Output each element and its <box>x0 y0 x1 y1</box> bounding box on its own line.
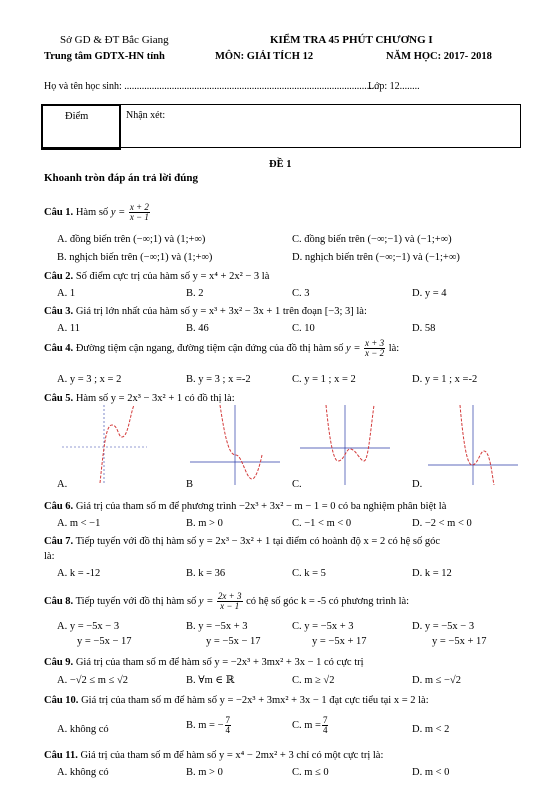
question-label: Câu 10. <box>44 695 79 706</box>
q9-option-b[interactable]: B. ∀m ∈ ℝ <box>186 675 235 686</box>
q8-option-b-line2: y = −5x − 17 <box>206 636 261 647</box>
question-text: Giá trị của tham số m để hàm số y = x⁴ − 2mx² + 3 chỉ có một cực trị là: <box>80 750 384 761</box>
q7-option-c[interactable]: C. k = 5 <box>292 568 326 579</box>
q4-option-b[interactable]: B. y = 3 ; x =-2 <box>186 374 251 385</box>
q5-option-b[interactable]: B <box>186 479 194 490</box>
q2-option-b[interactable]: B. 2 <box>186 288 204 299</box>
q1-option-b[interactable]: B. nghịch biến trên (−∞;1) và (1;+∞) <box>57 252 213 263</box>
graph-curve <box>326 405 374 461</box>
graph-option-d[interactable] <box>428 405 518 485</box>
question-label: Câu 9. <box>44 657 74 668</box>
q3-option-b[interactable]: B. 46 <box>186 323 209 334</box>
numerator: 7 <box>322 715 328 725</box>
q5-option-d[interactable]: D. <box>412 479 423 490</box>
question-label: Câu 6. <box>44 501 74 512</box>
q4-option-d[interactable]: D. y = 1 ; x =-2 <box>412 374 478 385</box>
question-text: Giá trị của tham số m để hàm số y = −2x³ + 3mx² + 3x − 1 có cực trị <box>75 657 364 668</box>
graph-option-b[interactable] <box>190 405 280 485</box>
question-label: Câu 7. <box>44 536 74 547</box>
question-7 <box>44 535 440 548</box>
option-text: B. m = − <box>186 719 224 731</box>
exam-subject: MÔN: GIẢI TÍCH 12 <box>215 51 314 62</box>
question-7-continued: là: <box>44 551 55 562</box>
student-name-field[interactable]: Họ và tên học sinh: ...................................................................................................... <box>44 81 380 92</box>
q9-option-a[interactable]: A. −√2 ≤ m ≤ √2 <box>57 675 128 686</box>
q6-option-b[interactable]: B. m > 0 <box>186 518 223 529</box>
question-label: Câu 4. <box>44 342 74 354</box>
denominator: 4 <box>322 725 328 735</box>
q1-option-d[interactable]: D. nghịch biến trên (−∞;−1) và (−1;+∞) <box>292 252 460 263</box>
q8-option-a-line2: y = −5x − 17 <box>77 636 132 647</box>
graph-curve <box>460 405 494 485</box>
q1-option-a[interactable]: A. đồng biến trên (−∞;1) và (1;+∞) <box>57 234 206 245</box>
question-label: Câu 3. <box>44 306 74 317</box>
fraction <box>129 203 150 222</box>
question-6 <box>44 500 446 513</box>
question-label: Câu 1. <box>44 206 74 218</box>
q8-option-d-line2: y = −5x + 17 <box>432 636 487 647</box>
q10-option-d[interactable]: D. m < 2 <box>412 724 450 735</box>
numerator: x + 3 <box>365 338 385 348</box>
score-label: Điểm <box>65 111 89 122</box>
q3-option-a[interactable]: A. 11 <box>57 323 80 334</box>
question-text: Tiếp tuyến với đồ thị hàm số y = 2x³ − 3x² + 1 tại điểm có hoành độ x = 2 có hệ số góc <box>75 536 441 547</box>
question-text: Đường tiệm cận ngang, đường tiệm cận đứng của đồ thị hàm số <box>75 342 344 354</box>
q4-option-c[interactable]: C. y = 1 ; x = 2 <box>292 374 356 385</box>
graph-option-c[interactable] <box>300 405 390 485</box>
question-4: Câu 4. Đường tiệm cận ngang, đường tiệm cận đứng của đồ thị hàm số y = $\frac{x + 3}{x - 2}$ là: <box>44 338 400 358</box>
question-3 <box>44 305 367 318</box>
graph-curve <box>220 405 262 479</box>
question-text: Giá trị của tham số m để hàm số y = −2x³ + 3mx² + 3x − 1 đạt cực tiểu tại x = 2 là: <box>81 695 429 706</box>
student-class-field[interactable]: Lớp: 12........ <box>368 81 420 92</box>
question-9 <box>44 656 364 669</box>
q9-option-c[interactable]: C. m ≥ √2 <box>292 675 335 686</box>
q9-option-d[interactable]: D. m ≤ −√2 <box>412 675 461 686</box>
q11-option-a[interactable]: A. không có <box>57 767 109 778</box>
q7-option-a[interactable]: A. k = -12 <box>57 568 101 579</box>
question-text: Hàm số y = 2x³ − 3x² + 1 có đồ thị là: <box>75 393 235 404</box>
q11-option-b[interactable]: B. m > 0 <box>186 767 223 778</box>
question-text: Tiếp tuyến với đồ thị hàm số <box>75 595 197 607</box>
q6-option-d[interactable]: D. −2 < m < 0 <box>412 518 472 529</box>
question-text: Giá trị của tham số m để phương trình −2x³ + 3x² − m − 1 = 0 có ba nghiệm phân biệt là <box>75 501 447 512</box>
q4-option-a[interactable]: A. y = 3 ; x = 2 <box>57 374 122 385</box>
school-department: Sở GD & ĐT Bắc Giang <box>60 34 169 46</box>
question-text: Hàm số <box>75 206 109 218</box>
graph-option-a[interactable] <box>62 405 147 485</box>
question-1: Câu 1. Hàm số y = $\frac{x + 2}{x - 1}$ <box>44 202 149 222</box>
q2-option-a[interactable]: A. 1 <box>57 288 76 299</box>
graph-curve <box>100 405 134 483</box>
numerator: 7 <box>225 715 231 725</box>
q8-option-c-line2: y = −5x + 17 <box>312 636 367 647</box>
school-name: Trung tâm GDTX-HN tỉnh <box>44 51 165 62</box>
question-5 <box>44 392 235 405</box>
q7-option-d[interactable]: D. k = 12 <box>412 568 452 579</box>
question-11 <box>44 749 383 762</box>
exam-code: ĐỀ 1 <box>269 159 292 170</box>
q6-option-a[interactable]: A. m < −1 <box>57 518 101 529</box>
instruction: Khoanh tròn đáp án trả lời đúng <box>44 172 199 184</box>
q5-option-a[interactable]: A. <box>57 479 68 490</box>
q10-option-b[interactable] <box>186 716 232 735</box>
question-8: Câu 8. Tiếp tuyến với đồ thị hàm số y = $\frac{2x + 3}{x - 1}$ có hệ số góc k = -5 có phương trình là: <box>44 591 410 611</box>
question-10 <box>44 694 429 707</box>
exam-title: KIỂM TRA 45 PHÚT CHƯƠNG I <box>270 34 433 46</box>
option-text: C. m = <box>292 719 321 731</box>
q8-option-d[interactable]: D. y = −5x − 3 <box>412 621 475 632</box>
q3-option-c[interactable]: C. 10 <box>292 323 315 334</box>
question-label: Câu 5. <box>44 393 74 404</box>
q8-option-c[interactable]: C. y = −5x + 3 <box>292 621 354 632</box>
denominator: x − 2 <box>365 348 385 358</box>
q8-option-a[interactable]: A. y = −5x − 3 <box>57 621 120 632</box>
question-tail: có hệ số góc k = -5 có phương trình là: <box>246 595 410 607</box>
numerator: 2x + 3 <box>217 591 242 601</box>
school-year: NĂM HỌC: 2017- 2018 <box>386 51 492 62</box>
question-label: Câu 11. <box>44 750 78 761</box>
question-label: Câu 8. <box>44 595 74 607</box>
question-2 <box>44 270 269 283</box>
q6-option-c[interactable]: C. −1 < m < 0 <box>292 518 352 529</box>
question-text: Giá trị lớn nhất của hàm số y = x³ + 3x² − 3x + 1 trên đoạn [−3; 3] là: <box>75 306 367 317</box>
q2-option-c[interactable]: C. 3 <box>292 288 310 299</box>
q1-option-c[interactable]: C. đồng biến trên (−∞;−1) và (−1;+∞) <box>292 234 452 245</box>
q8-option-b[interactable]: B. y = −5x + 3 <box>186 621 248 632</box>
q10-option-c[interactable] <box>292 716 329 735</box>
q7-option-b[interactable]: B. k = 36 <box>186 568 226 579</box>
q11-option-d[interactable]: D. m < 0 <box>412 767 450 778</box>
question-tail: là: <box>388 342 400 354</box>
fraction <box>217 592 243 611</box>
denominator: x − 1 <box>129 212 149 222</box>
q3-option-d[interactable]: D. 58 <box>412 323 436 334</box>
denominator: x − 1 <box>220 601 240 611</box>
fraction <box>364 339 385 358</box>
q2-option-d[interactable]: D. y = 4 <box>412 288 447 299</box>
comment-label: Nhận xét: <box>126 110 166 121</box>
denominator: 4 <box>225 725 231 735</box>
q11-option-c[interactable]: C. m ≤ 0 <box>292 767 329 778</box>
numerator: x + 2 <box>129 202 149 212</box>
question-text: Số điểm cực trị của hàm số y = x⁴ + 2x² − 3 là <box>75 271 270 282</box>
question-label: Câu 2. <box>44 271 74 282</box>
q10-option-a[interactable]: A. không có <box>57 724 109 735</box>
q5-option-c[interactable]: C. <box>292 479 302 490</box>
